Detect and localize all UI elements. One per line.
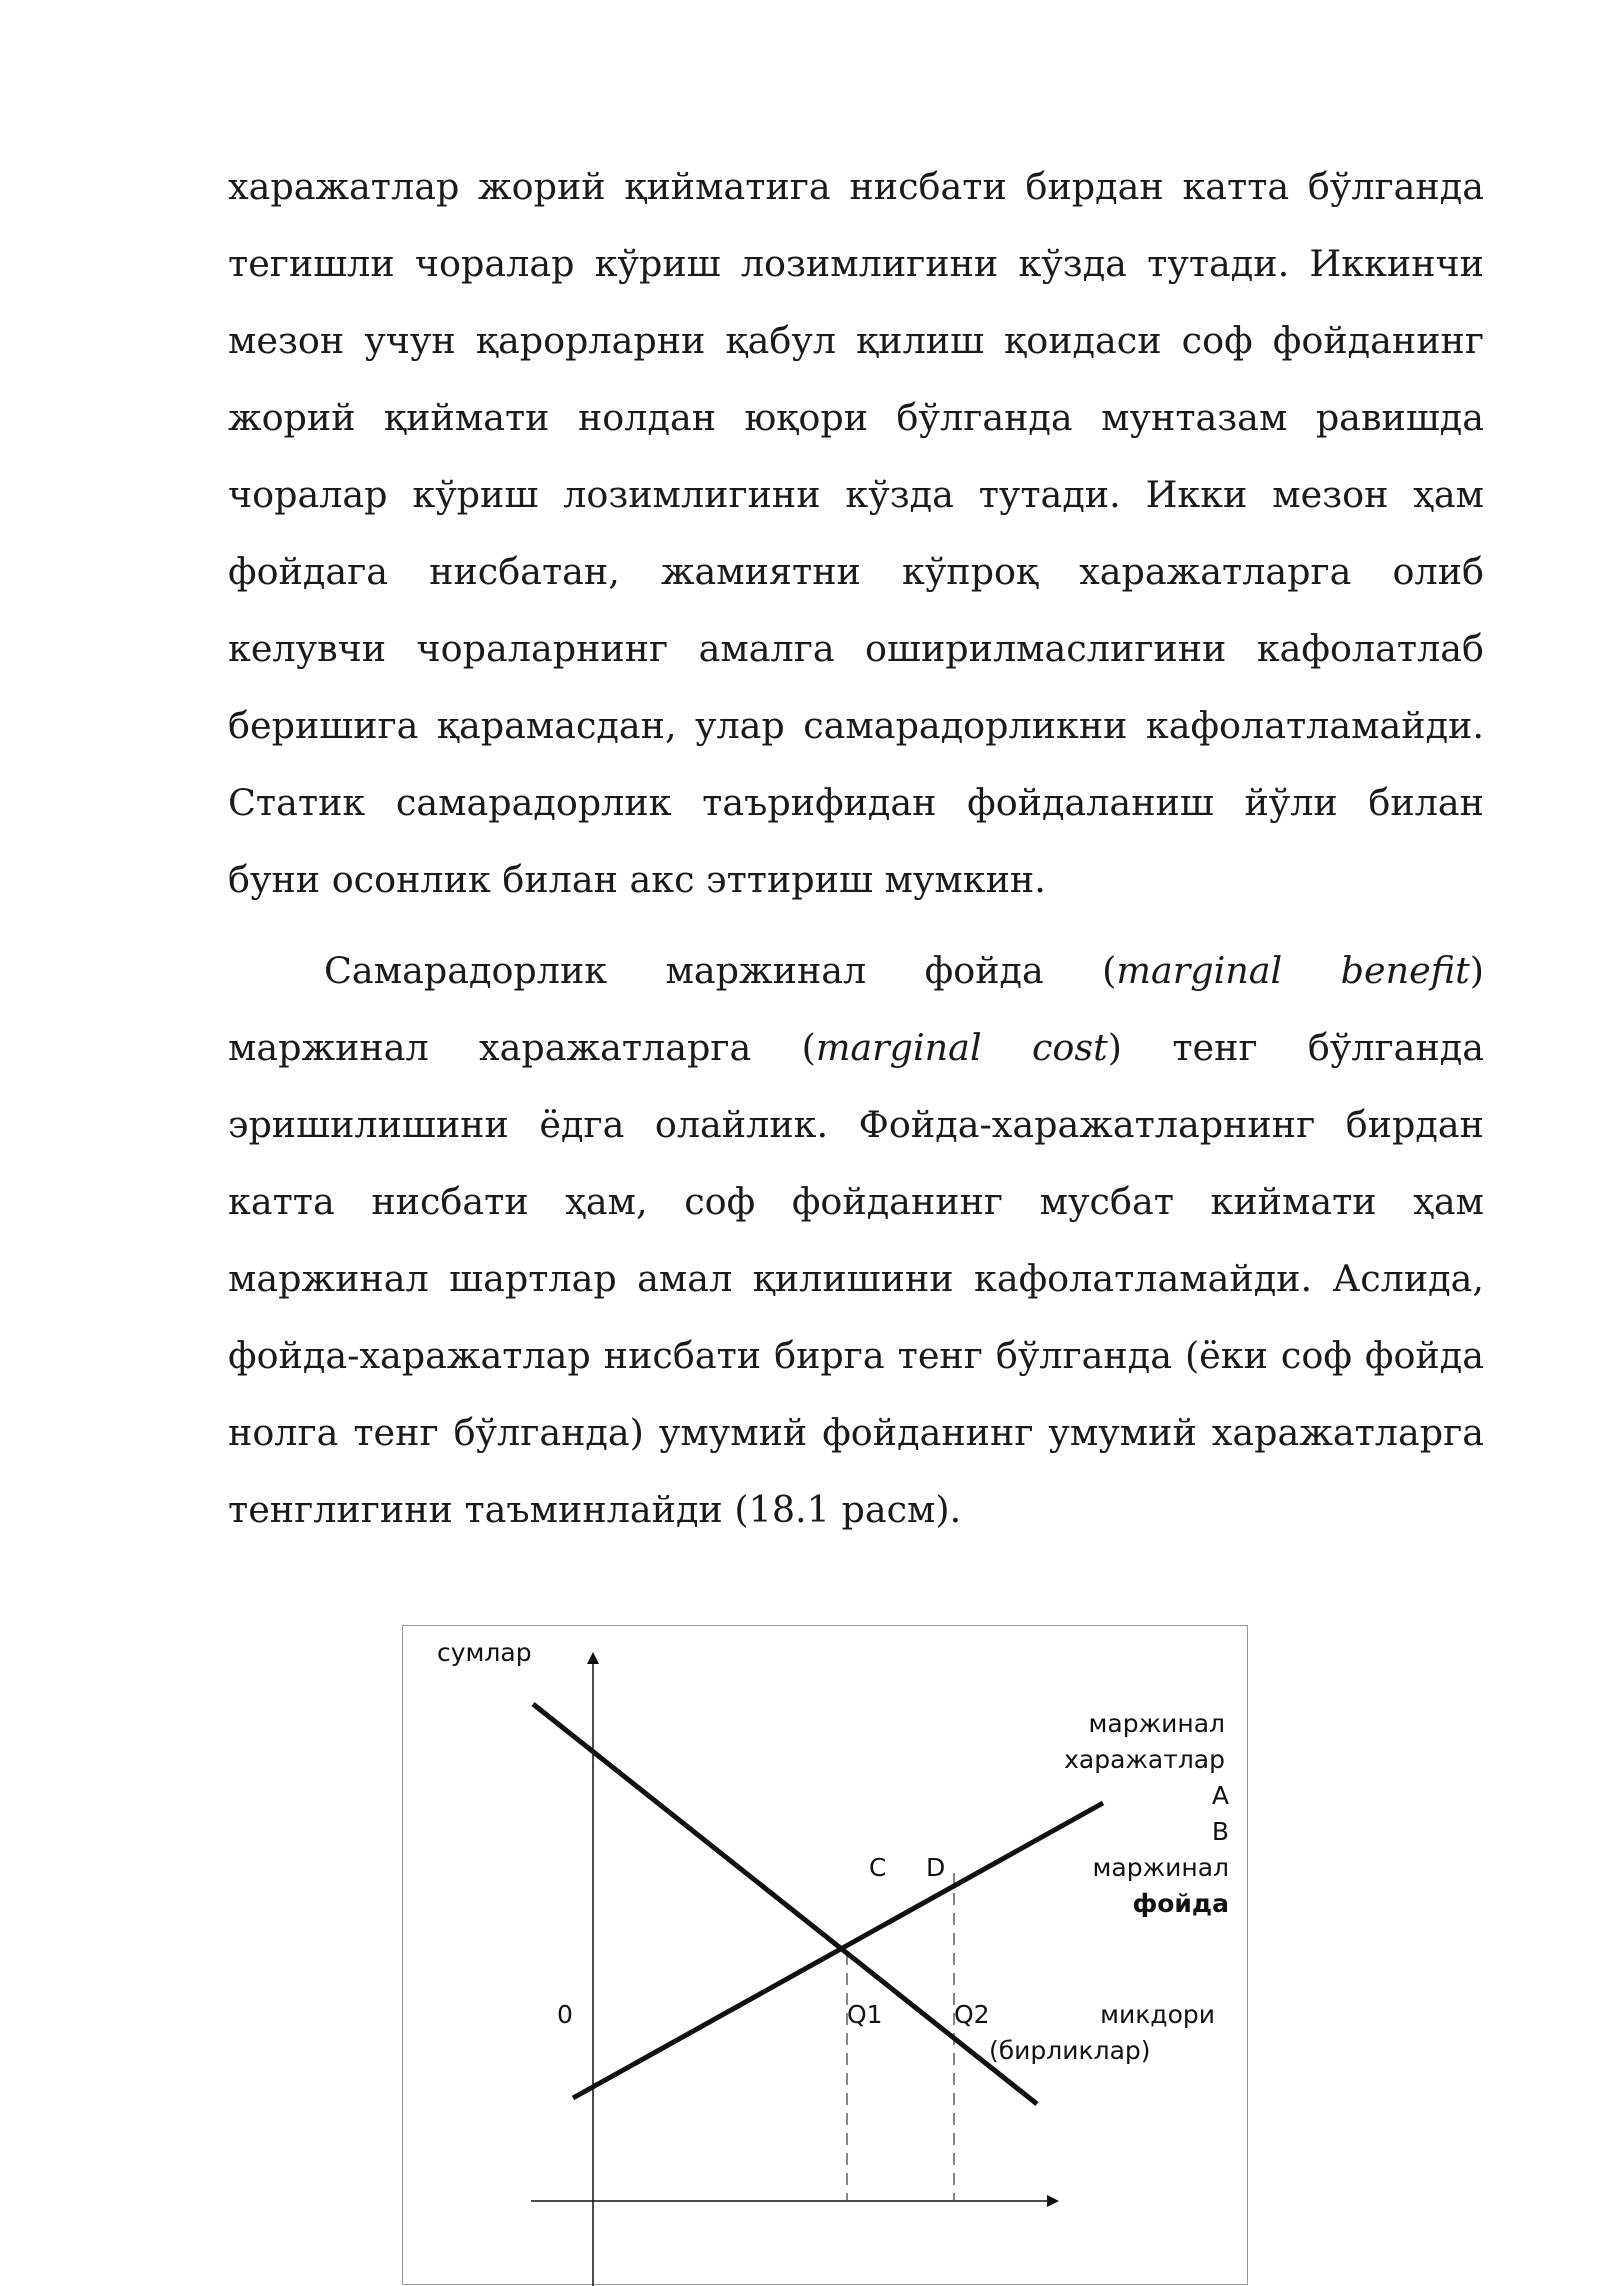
figure-18-1 [402, 1625, 1248, 2285]
y-axis-label: сумлар [437, 1638, 532, 1667]
paragraph-2 [228, 932, 1484, 1548]
q1-label: Q1 [847, 2000, 883, 2029]
paragraph-2-part-2: ) маржинал харажатларга ( [228, 949, 1484, 1069]
figure-diagram [403, 1626, 1249, 2286]
x-axis-label-line2: (бирликлар) [989, 2036, 1151, 2065]
point-c-label: C [869, 1853, 887, 1882]
point-b-label: B [1211, 1817, 1229, 1846]
mc-label-line1: маржинал [1088, 1709, 1225, 1738]
mb-label-line1: маржинал [1092, 1853, 1229, 1882]
body-text [228, 148, 1484, 1548]
marginal-benefit-line [533, 1704, 1037, 2104]
origin-label: 0 [557, 2000, 573, 2029]
x-axis-label-line1: микдори [1100, 2000, 1215, 2029]
mc-label-line2: харажатлар [1064, 1745, 1225, 1774]
paragraph-2-italic-marginal-cost: marginal cost [815, 1026, 1108, 1069]
mb-label-line2: фойда [1132, 1889, 1229, 1918]
point-a-label: A [1211, 1781, 1229, 1810]
q2-label: Q2 [954, 2000, 990, 2029]
paragraph-2-part-3: ) тенг бўлганда эришилишини ёдга олайлик. Фойда-харажатларнинг бирдан катта нисбати ҳам, соф фойданинг мусбат киймати ҳам маржинал шартлар амал қилишини кафолатламайди. Аслида, фойда-харажатлар нисбати бирга тенг бўлганда (ёки соф фойда нолга тенг бўлганда) умумий фойданинг умумий харажатларга тенглигини таъминлайди (18.1 расм). [228, 1026, 1485, 1531]
paragraph-1: харажатлар жорий қийматига нисбати бирдан катта бўлганда тегишли чоралар кўриш лозимлигини кўзда тутади. Иккинчи мезон учун қарорларни қабул қилиш қоидаси соф фойданинг жорий қиймати нолдан юқори бўлганда мунтазам равишда чоралар кўриш лозимлигини кўзда тутади. Икки мезон ҳам фойдага нисбатан, жамиятни кўпроқ харажатларга олиб келувчи чораларнинг амалга оширилмаслигини кафолатлаб беришига қарамасдан, улар самарадорликни кафолатламайди. Статик самарадорлик таърифидан фойдаланиш йўли билан буни осонлик билан акс эттириш мумкин. [228, 165, 1484, 901]
paragraph-2-italic-marginal-benefit: marginal benefit [1116, 949, 1470, 992]
paragraph-2-part-1: Самарадорлик маржинал фойда ( [324, 949, 1117, 992]
point-d-label: D [926, 1853, 946, 1882]
